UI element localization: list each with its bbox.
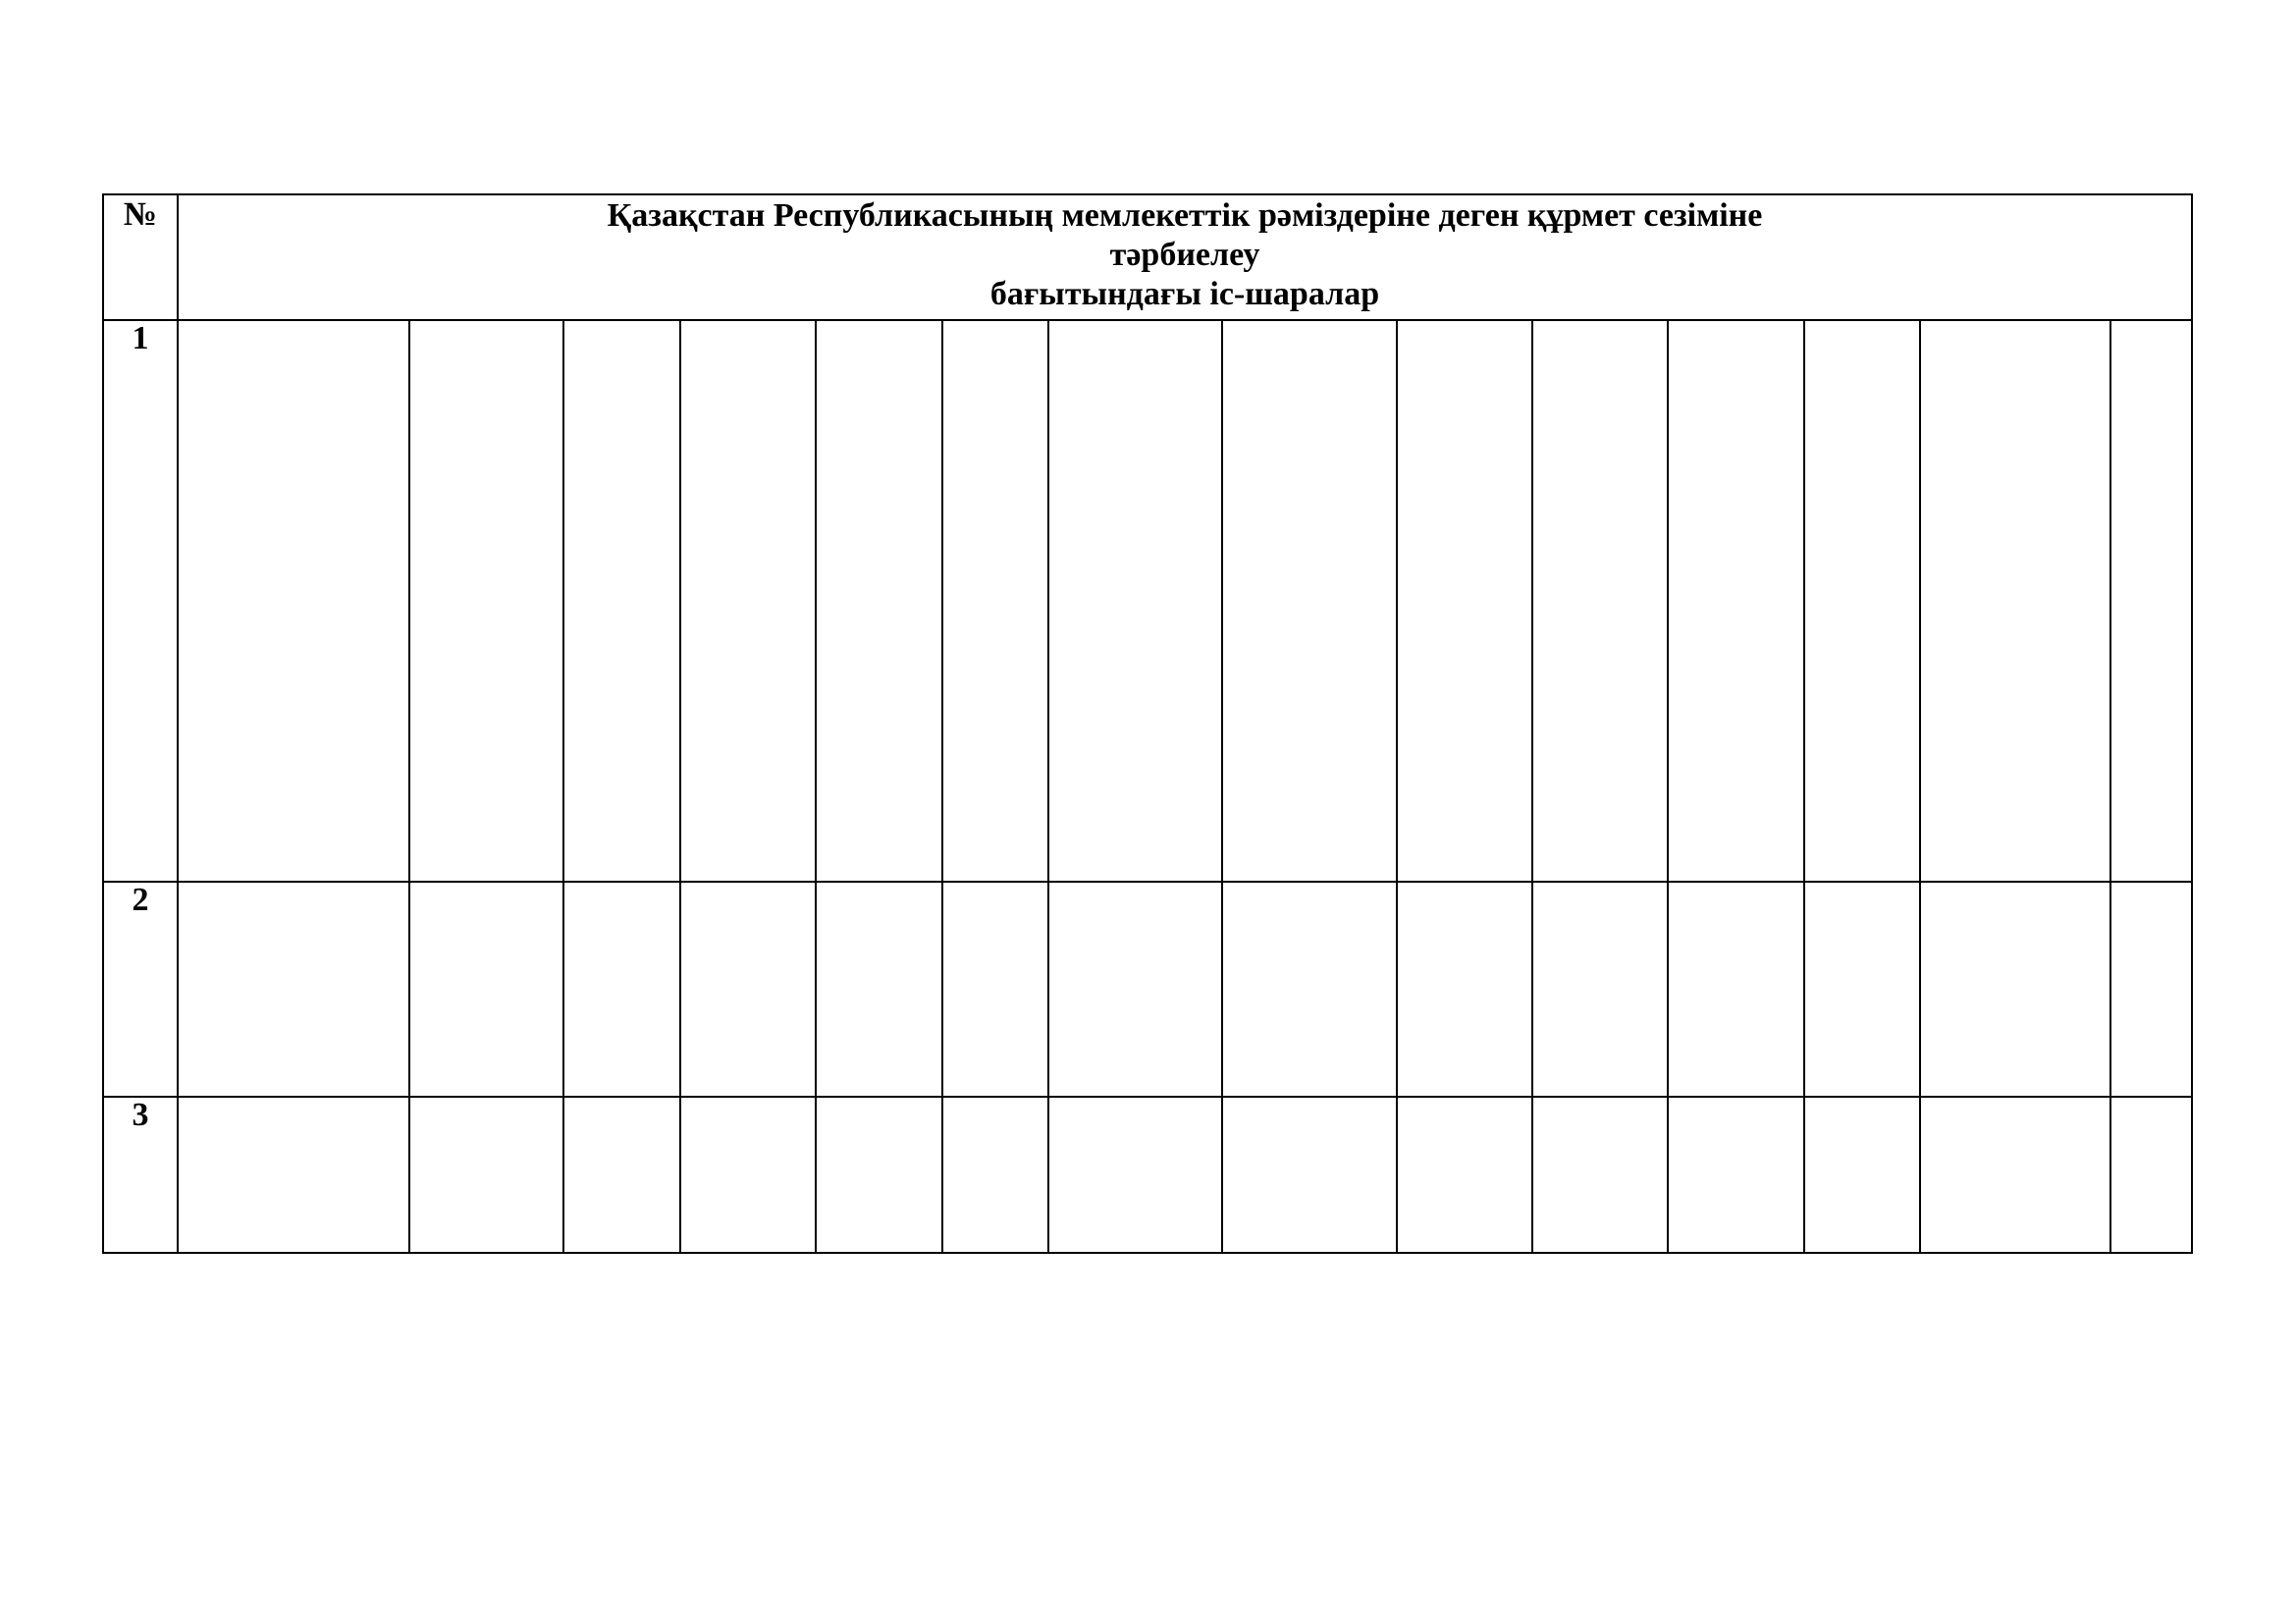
- rotated-cell-text: [2111, 970, 2123, 1096]
- event-title-cell: [410, 321, 562, 881]
- rotated-cell-text: [681, 462, 687, 881]
- rotated-cell-text: [1533, 1241, 1545, 1252]
- event-title-cell: [817, 321, 941, 881]
- table-title: [179, 196, 2191, 314]
- event-count-cell: [1049, 883, 1221, 1096]
- rotated-cell-text: [1398, 1024, 1414, 1096]
- participants-count-cell: [1669, 1098, 1803, 1252]
- participants-count-cell: [564, 1098, 679, 1252]
- event-count-cell: [943, 883, 1047, 1096]
- event-title-cell: [1533, 321, 1667, 881]
- rotated-cell-text: [1921, 1079, 1937, 1096]
- rotated-cell-text: [1049, 1062, 1061, 1096]
- rotated-cell-text: [943, 433, 969, 881]
- rotated-cell-text: [817, 1015, 828, 1096]
- event-count-cell: [1398, 883, 1531, 1096]
- event-count-cell: [2111, 883, 2191, 1096]
- event-title-cell: [1921, 321, 2109, 881]
- rotated-cell-text: [410, 1043, 422, 1096]
- rotated-cell-text: [817, 454, 828, 881]
- event-count-cell: [179, 883, 408, 1096]
- rotated-cell-text: [564, 1222, 576, 1252]
- rotated-cell-text: [817, 1232, 828, 1252]
- rotated-cell-text: [1398, 462, 1417, 881]
- participants-count-cell: [681, 1098, 815, 1252]
- table-title-line: бағытындағы іс-шаралар: [989, 276, 1380, 312]
- event-title-cell: [1398, 321, 1531, 881]
- rotated-cell-text: [1669, 1025, 1684, 1096]
- participants-count-cell: [817, 1098, 941, 1252]
- participants-count-cell: [179, 1098, 408, 1252]
- event-count-cell: [410, 883, 562, 1096]
- rotated-cell-text: [1049, 501, 1065, 881]
- rotated-cell-text: [564, 444, 572, 881]
- rotated-cell-text: [179, 559, 192, 881]
- rotated-cell-text: [1223, 1063, 1235, 1096]
- event-count-cell: [817, 883, 941, 1096]
- rotated-cell-text: [1805, 1004, 1817, 1096]
- event-count-cell: [1669, 883, 1803, 1096]
- col-number-header: №: [123, 196, 158, 233]
- rotated-cell-text: [1223, 502, 1231, 881]
- event-title-cell: [1669, 321, 1803, 881]
- event-title-cell: [1223, 321, 1396, 881]
- event-title-cell: [2111, 321, 2191, 881]
- rotated-cell-text: [1669, 1242, 1681, 1252]
- participants-count-cell: [1398, 1098, 1531, 1252]
- rotated-cell-text: [2111, 1187, 2123, 1252]
- rotated-cell-text: [1805, 443, 1819, 881]
- event-title-cell: [1805, 321, 1919, 881]
- row-number: 1: [132, 320, 149, 356]
- participants-count-cell: [1805, 1098, 1919, 1252]
- table-title-line: тәрбиелеу: [1109, 237, 1260, 273]
- participants-count-cell: [943, 1098, 1047, 1252]
- event-count-cell: [1805, 883, 1919, 1096]
- event-title-cell: [1049, 321, 1221, 881]
- table-border-bottom: [102, 1252, 2193, 1254]
- event-title-cell: [943, 321, 1047, 881]
- rotated-cell-text: [410, 481, 414, 881]
- participants-count-cell: [2111, 1098, 2191, 1252]
- participants-count-cell: [410, 1098, 562, 1252]
- event-count-cell: [1921, 883, 2109, 1096]
- participants-count-cell: [1049, 1098, 1221, 1252]
- rotated-cell-text: [1533, 1024, 1547, 1096]
- row-number: 3: [132, 1097, 149, 1133]
- table-border-top: [102, 193, 2193, 195]
- event-title-cell: [179, 321, 408, 881]
- participants-count-cell: [1533, 1098, 1667, 1252]
- rotated-cell-text: [681, 1241, 693, 1252]
- rotated-cell-text: [1669, 463, 1684, 881]
- rotated-cell-text: [2111, 408, 2127, 881]
- table-border-right: [2191, 193, 2193, 1254]
- rotated-cell-text: [1805, 1221, 1817, 1252]
- rotated-cell-text: [1921, 517, 1941, 881]
- event-title-cell: [564, 321, 679, 881]
- rotated-cell-text: [943, 995, 955, 1096]
- rotated-cell-text: [1533, 462, 1547, 881]
- participants-count-cell: [1223, 1098, 1396, 1252]
- rotated-cell-text: [681, 1024, 693, 1096]
- event-count-cell: [1223, 883, 1396, 1096]
- event-count-cell: [564, 883, 679, 1096]
- event-count-cell: [1533, 883, 1667, 1096]
- participants-count-cell: [1921, 1098, 2109, 1252]
- rotated-cell-text: [1398, 1241, 1410, 1252]
- table-title-line: Қазақстан Республикасының мемлекеттік рәміздеріне деген құрмет сезіміне: [607, 197, 1763, 234]
- event-count-cell: [681, 883, 815, 1096]
- rotated-cell-text: [943, 1212, 955, 1252]
- event-title-cell: [681, 321, 815, 881]
- row-number: 2: [132, 882, 149, 918]
- rotated-cell-text: [564, 1005, 576, 1096]
